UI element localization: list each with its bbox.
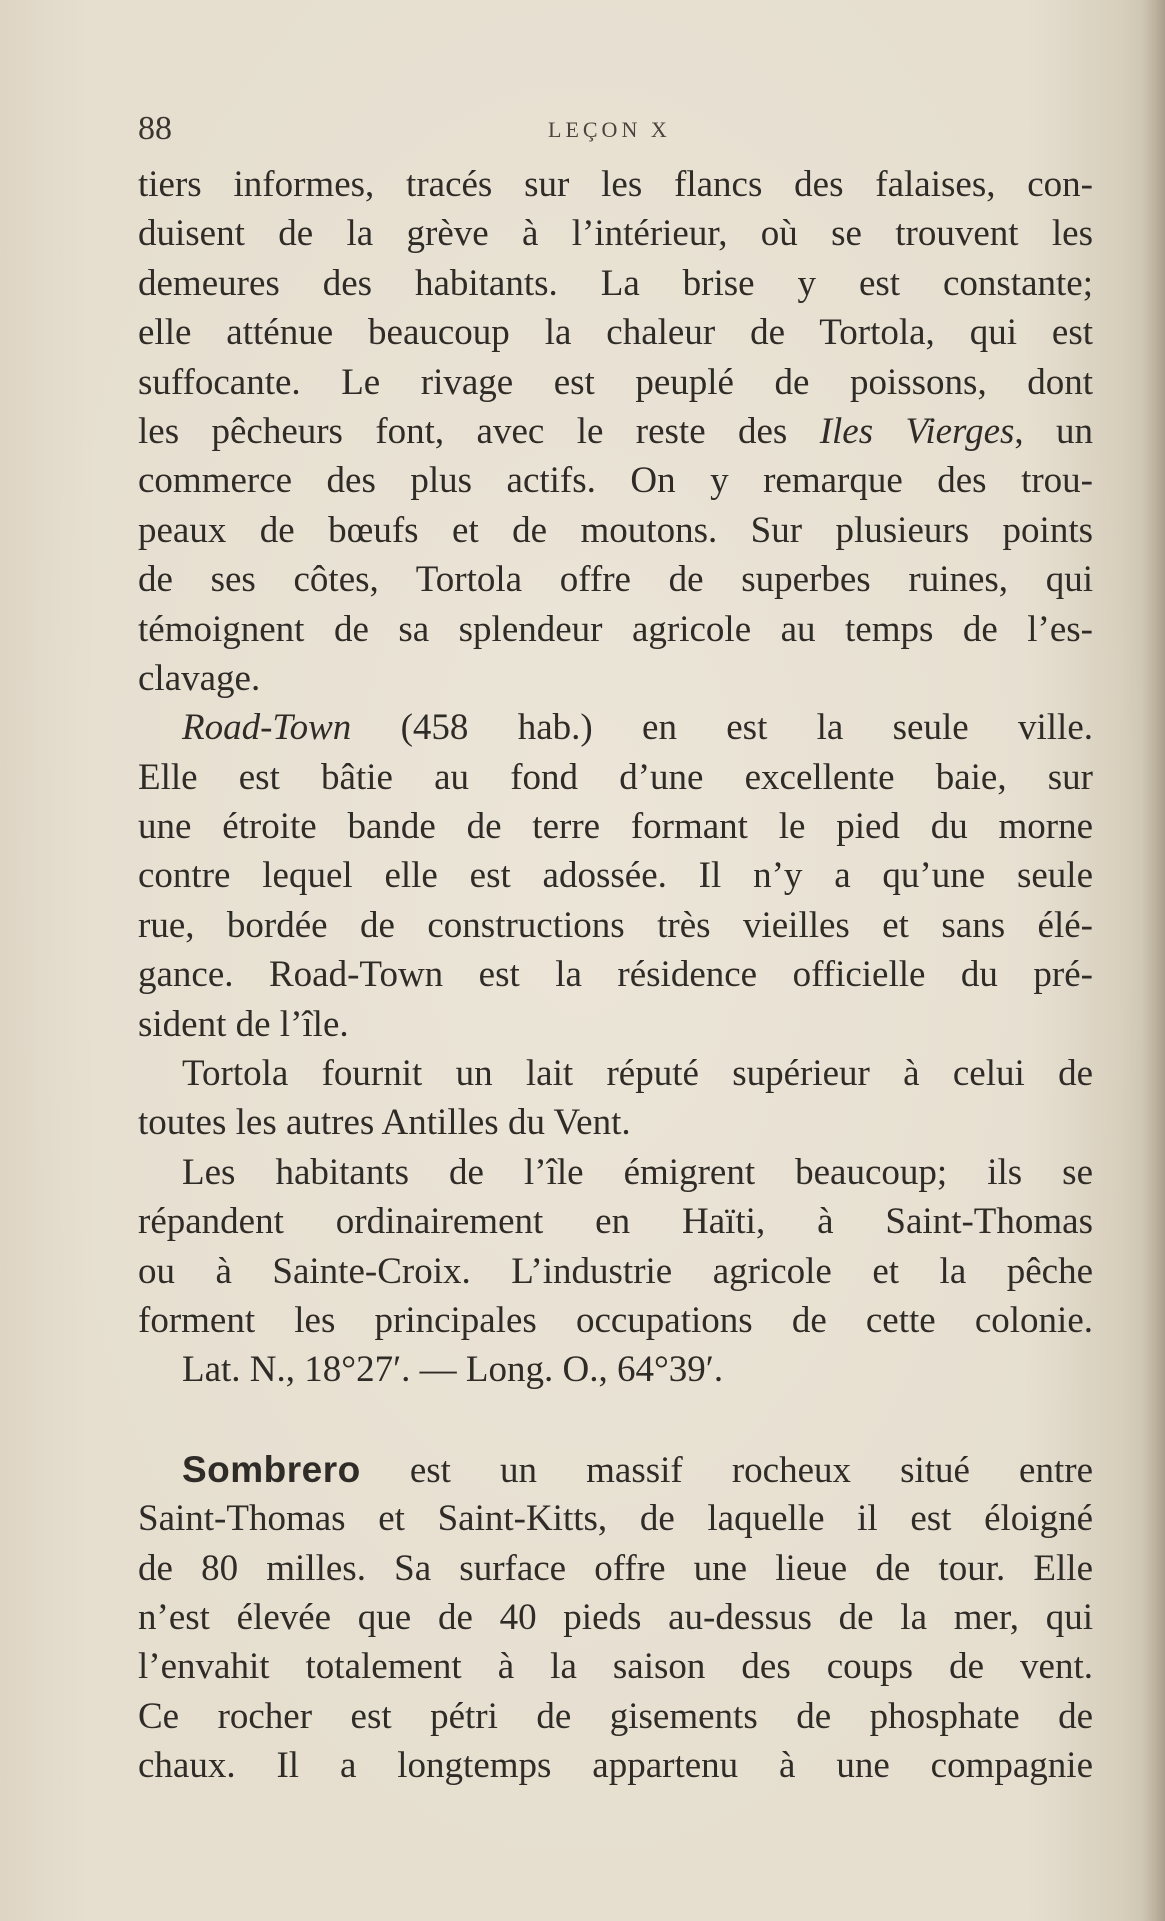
italic-place-name: Road-Town [182,707,352,749]
text-line: Les habitants de l’île émigrent beaucoup; ils se [182,1151,1093,1193]
text-line: de ses côtes, Tortola offre de superbes ruines, qui [138,559,1093,601]
text-line: ou à Sainte-Croix. L’industrie agricole et la pêche [138,1250,1093,1292]
text-fragment: les pêcheurs font, avec le reste des [138,410,820,452]
running-head: LEÇON X [548,117,671,142]
text-line: duisent de la grève à l’intérieur, où se trouvent les [138,213,1093,255]
text-line: demeures des habitants. La brise y est constante; [138,262,1093,304]
bold-place-name: Sombrero [182,1448,361,1490]
text-line: elle atténue beaucoup la chaleur de Tortola, qui est [138,312,1093,354]
text-line [138,703,1093,752]
text-line: toutes les autres Antilles du Vent. [138,1102,631,1144]
text-fragment: , un [1014,410,1093,452]
italic-place-name: Iles Vierges [819,410,1015,452]
text-line: témoignent de sa splendeur agricole au temps de l’es- [138,608,1093,650]
text-line: rue, bordée de constructions très vieilles et sans élé- [138,904,1093,946]
text-line: l’envahit totalement à la saison des coups de vent. [138,1646,1093,1688]
text-line: Elle est bâtie au fond d’une excellente baie, sur [138,756,1093,798]
text-line: une étroite bande de terre formant le pied du morne [138,806,1093,848]
text-line: tiers informes, tracés sur les flancs des falaises, con- [138,164,1093,205]
text-line: Saint-Thomas et Saint-Kitts, de laquelle il est éloigné [138,1498,1093,1540]
text-line: Tortola fournit un lait réputé supérieur à celui de [182,1053,1093,1095]
text-line: sident de l’île. [138,1003,349,1045]
page-number: 88 [138,110,172,147]
page-header [138,104,1093,154]
section-gap [138,1395,1093,1445]
text-fragment: (458 hab.) en est la seule ville. [351,707,1093,749]
page-edge-shadow [1141,0,1165,1921]
text-fragment: est un massif rocheux situé entre [360,1449,1093,1491]
text-line: gance. Road-Town est la résidence officielle du pré- [138,954,1093,996]
text-line: peaux de bœufs et de moutons. Sur plusieurs points [138,509,1093,551]
text-line: Ce rocher est pétri de gisements de phosphate de [138,1695,1093,1737]
text-line: suffocante. Le rivage est peuplé de poissons, dont [138,361,1093,403]
text-line: n’est élevée que de 40 pieds au-dessus de la mer, qui [138,1596,1093,1638]
text-line: commerce des plus actifs. On y remarque des trou- [138,460,1093,502]
text-line: répandent ordinairement en Haïti, à Saint-Thomas [138,1201,1093,1243]
text-line: forment les principales occupations de cette colonie. [138,1299,1093,1341]
text-line [138,407,1093,456]
text-line: contre lequel elle est adossée. Il n’y a qu’une seule [138,855,1093,897]
text-line: clavage. [138,657,261,699]
text-line: chaux. Il a longtemps appartenu à une compagnie [138,1745,1093,1787]
text-line [138,1445,1093,1494]
body-text [138,160,1093,1791]
text-line: de 80 milles. Sa surface offre une lieue de tour. Elle [138,1547,1093,1589]
text-line: Lat. N., 18°27′. — Long. O., 64°39′. [182,1349,724,1391]
